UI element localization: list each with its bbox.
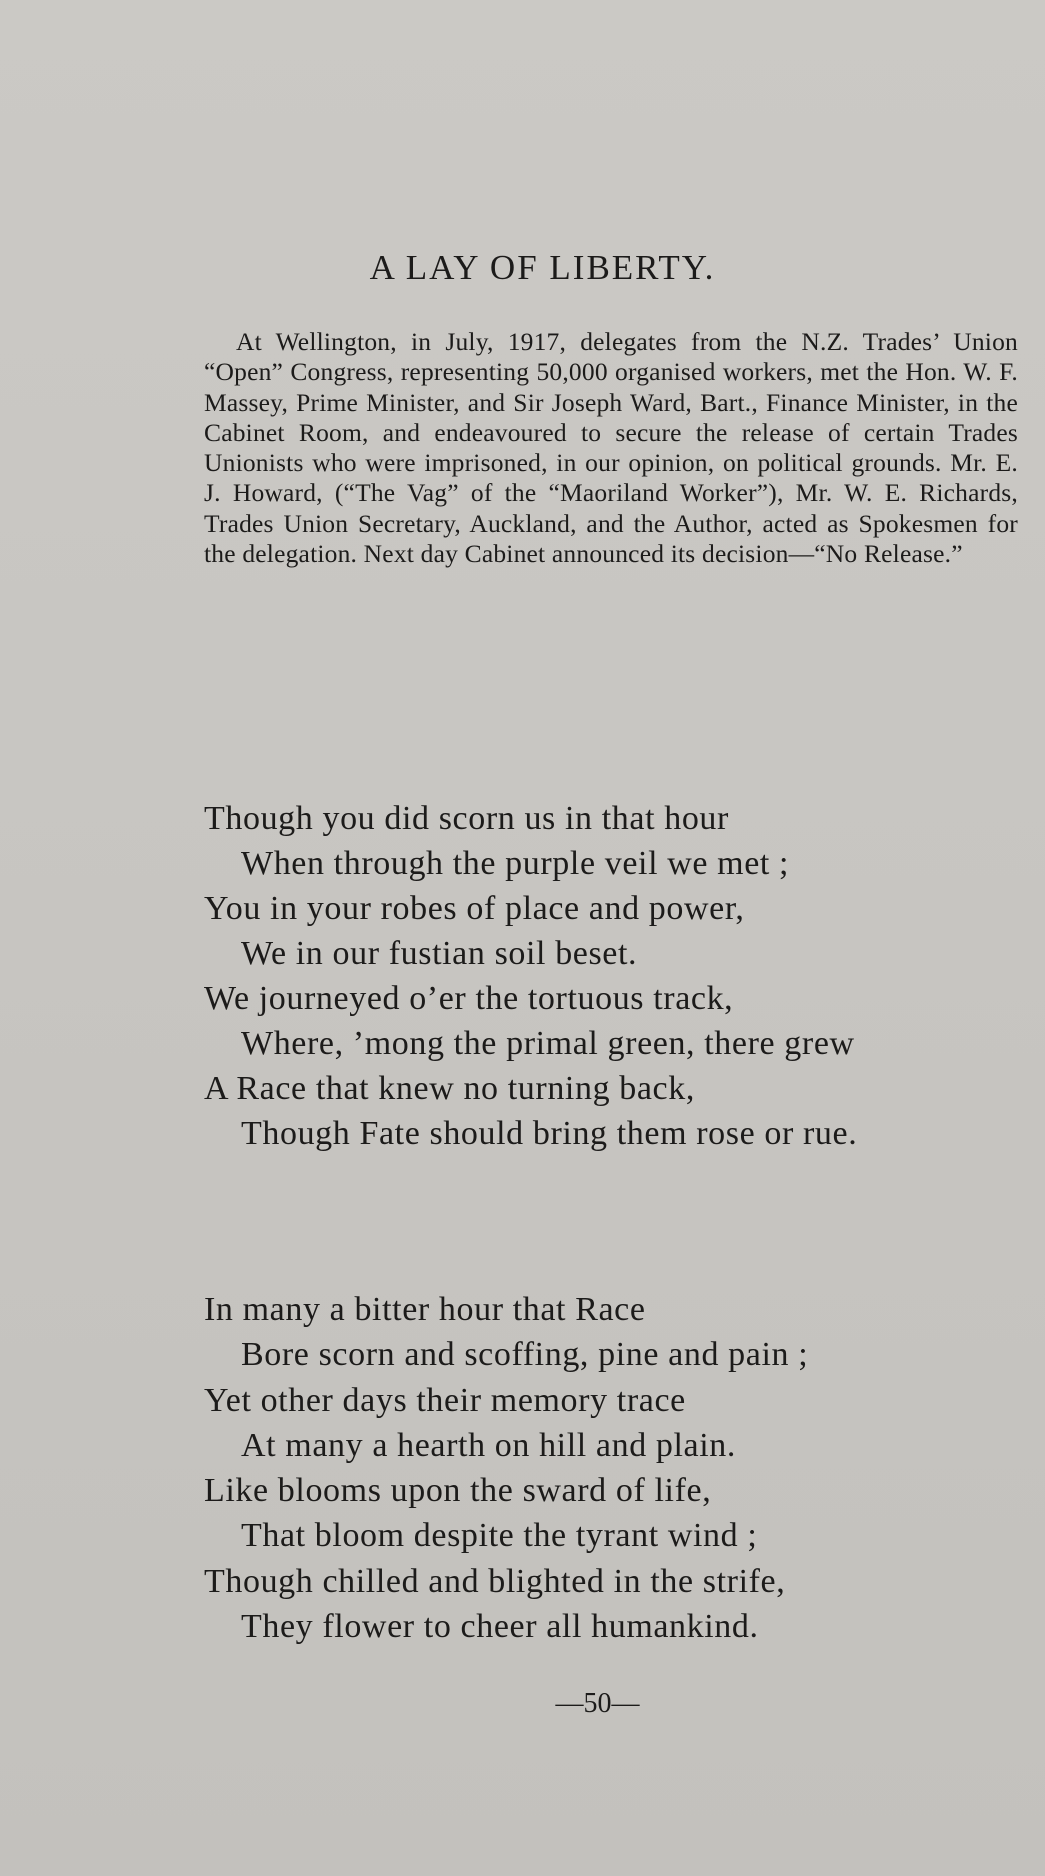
verse-line: At many a hearth on hill and plain. <box>241 1426 736 1464</box>
verse-line: That bloom despite the tyrant wind ; <box>241 1517 758 1555</box>
verse-line: They flower to cheer all humankind. <box>241 1608 759 1646</box>
verse-line: Though you did scorn us in that hour <box>204 800 729 837</box>
verse-line: Though chilled and blighted in the strife, <box>204 1562 786 1600</box>
intro-paragraph <box>204 327 1018 569</box>
stanza-1 <box>204 796 1034 1156</box>
verse-line: Where, ’mong the primal green, there grew <box>241 1025 855 1062</box>
intro-text: At Wellington, in July, 1917, delegates from the N.Z. Trades’ Union “Open” Congress, representing 50,000 organised workers, met the Hon. W. F. Massey, Prime Minister, and Sir Joseph Ward, Bart., Finance Minister, in the Cabinet Room, and endeavoured to secure the release of certain Trades Unionists who were imprisoned, in our opinion, on political grounds. Mr. E. J. Howard, (“The Vag” of the “Maoriland Worker”), Mr. W. E. Richards, Trades Union Secretary, Auckland, and the Author, acted as Spokesmen for the delegation. Next day Cabinet announced its decision—“No Release.” <box>204 327 1018 569</box>
verse-line: Yet other days their memory trace <box>204 1381 686 1419</box>
stanza-2 <box>204 1287 1034 1649</box>
verse-line: When through the purple veil we met ; <box>241 845 790 882</box>
verse-line: Though Fate should bring them rose or rue. <box>241 1115 858 1152</box>
verse-line: We journeyed o’er the tortuous track, <box>204 980 734 1017</box>
verse-line: You in your robes of place and power, <box>204 890 745 927</box>
verse-line: Like blooms upon the sward of life, <box>204 1472 712 1510</box>
poem-title: A LAY OF LIBERTY. <box>369 248 716 287</box>
verse-line: A Race that knew no turning back, <box>204 1070 695 1107</box>
verse-line: In many a bitter hour that Race <box>204 1291 646 1328</box>
verse-line: Bore scorn and scoffing, pine and pain ; <box>241 1336 809 1374</box>
verse-line: We in our fustian soil beset. <box>241 935 638 972</box>
page-number: —50— <box>555 1688 640 1719</box>
